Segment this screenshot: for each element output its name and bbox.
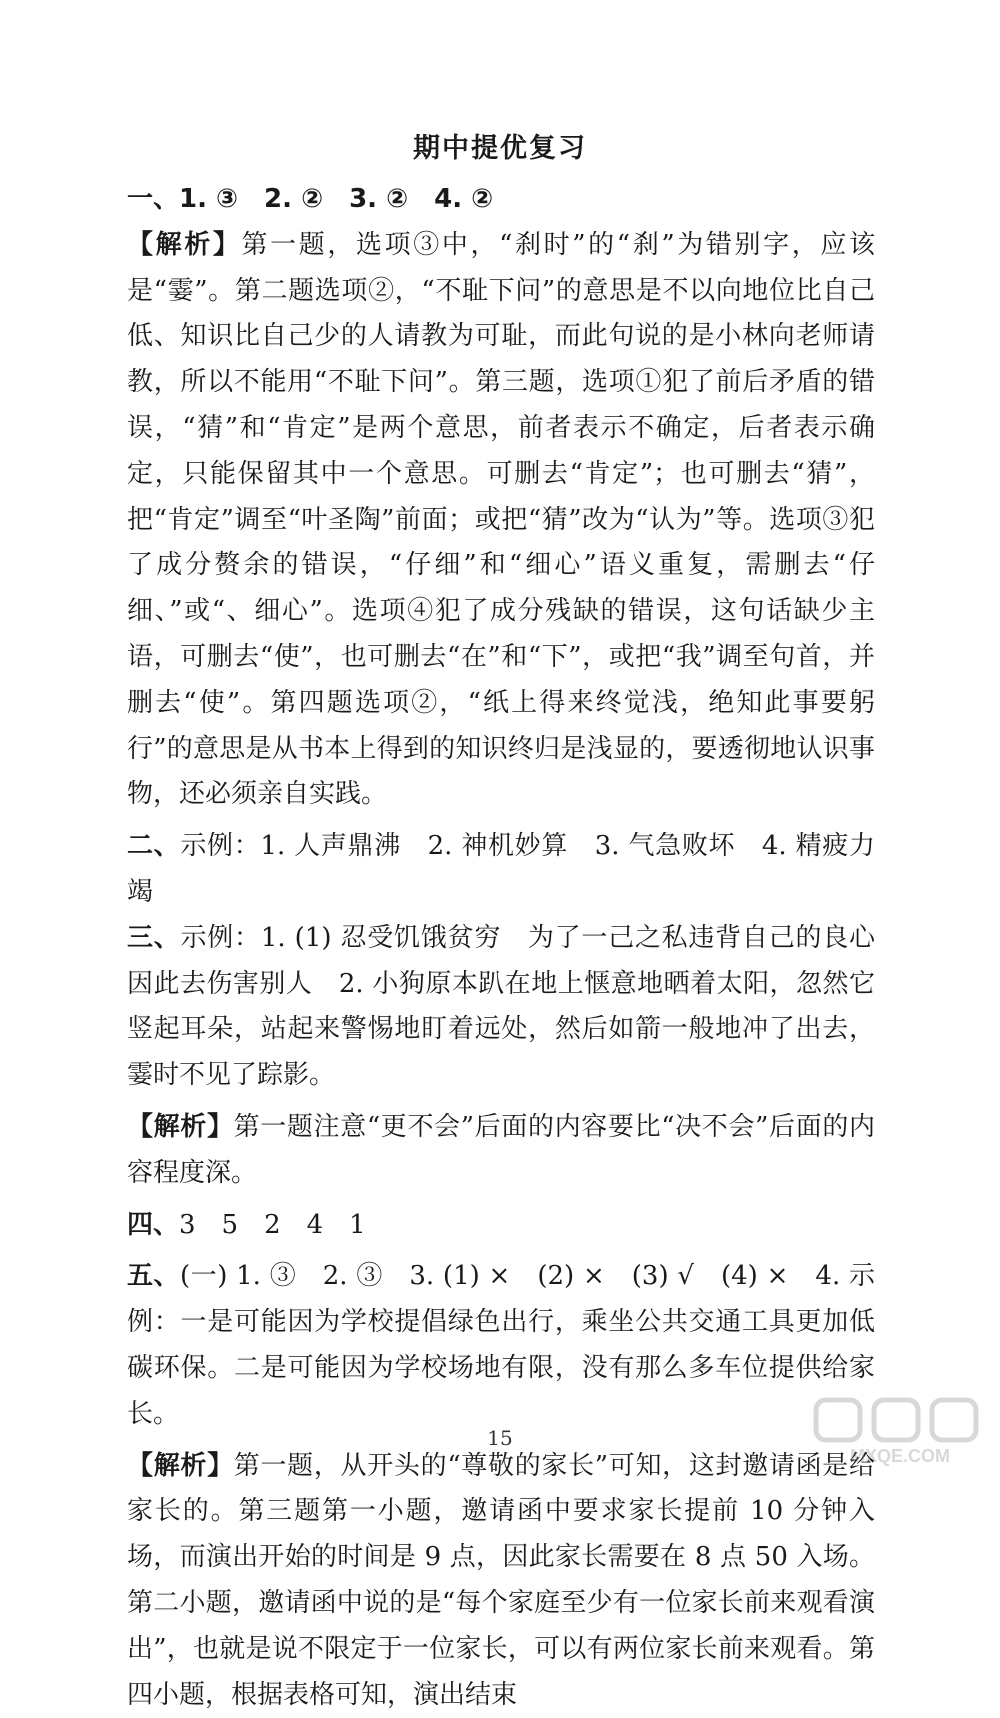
analysis-3-text: 第一题注意“更不会”后面的内容要比“决不会”后面的内容程度深。 [127,1111,875,1188]
analysis-3-label: 【解析】 [127,1111,234,1142]
analysis-3 [127,1105,875,1197]
analysis-1 [127,223,875,818]
section-3-text: 示例：1. (1) 忍受饥饿贫穷 为了一己之私违背自己的良心 因此去伤害别人 2. 小狗原本趴在地上惬意地晒着太阳，忽然它竖起耳朵，站起来警惕地盯着远处，然后如箭一般地冲了出去，霎时不见了踪影。 [127,922,902,1091]
section-3 [127,916,902,1099]
section-1-head: 一、 [127,184,180,214]
section-1 [127,177,875,223]
analysis-5-text: 第一题，从开头的“尊敬的家长”可知，这封邀请函是给家长的。第三题第一小题，邀请函中要求家长提前 10 分钟入场，而演出开始的时间是 9 点，因此家长需要在 8 点 50 入场。第二小题，邀请函中说的是“每个家庭至少有一位家长前来观看演出”，也就是说不限定于一位家长，可以有两位家长前来观看。第四小题，根据表格可知，演出结束 [127,1450,875,1710]
section-5 [127,1254,875,1437]
section-3-head: 三、 [127,922,181,953]
section-2-head: 二、 [127,831,181,862]
page-title: 期中提优复习 [413,133,587,164]
section-5-text: (一) 1. ③ 2. ③ 3. (1) × (2) × (3) √ (4) × 4. 示例：一是可能因为学校提倡绿色出行，乘坐公共交通工具更加低碳环保。二是可能因为学校场地有限，没有那么多车位提供给家长。 [127,1261,875,1429]
page-number: 15 [487,1426,513,1450]
analysis-1-label: 【解析】 [127,229,242,260]
watermark-logo-icon [812,1396,987,1470]
section-4-head: 四、 [127,1209,180,1240]
analysis-5-label: 【解析】 [127,1450,234,1481]
section-5-head: 五、 [127,1261,181,1292]
section-4-text: 3 5 2 4 1 [179,1209,366,1240]
analysis-5 [127,1444,875,1718]
section-4 [127,1203,875,1249]
analysis-1-text: 第一题，选项③中，“刹时”的“刹”为错别字，应该是“霎”。第二题选项②，“不耻下问”的意思是不以向地位比自己低、知识比自己少的人请教为可耻，而此句说的是小林向老师请教，所以不能用“不耻下问”。第三题，选项①犯了前后矛盾的错误，“猜”和“肯定”是两个意思，前者表示不确定，后者表示确定，只能保留其中一个意思。可删去“肯定”；也可删去“猜”，把“肯定”调至“叶圣陶”前面；或把“猜”改为“认为”等。选项③犯了成分赘余的错误，“仔细”和“细心”语义重复，需删去“仔细、”或“、细心”。选项④犯了成分残缺的错误，这句话缺少主语，可删去“使”，也可删去“在”和“下”，或把“我”调至句首，并删去“使”。第四题选项②，“纸上得来终觉浅，绝知此事要躬行”的意思是从书本上得到的知识终归是浅显的，要透彻地认识事物，还必须亲自实践。 [127,229,875,810]
watermark-text: MXQE.COM [849,1446,951,1466]
section-2 [127,824,875,916]
section-2-text: 示例：1. 人声鼎沸 2. 神机妙算 3. 气急败坏 4. 精疲力竭 [127,831,875,907]
section-1-answers: 1. ③ 2. ② 3. ② 4. ② [179,184,494,214]
